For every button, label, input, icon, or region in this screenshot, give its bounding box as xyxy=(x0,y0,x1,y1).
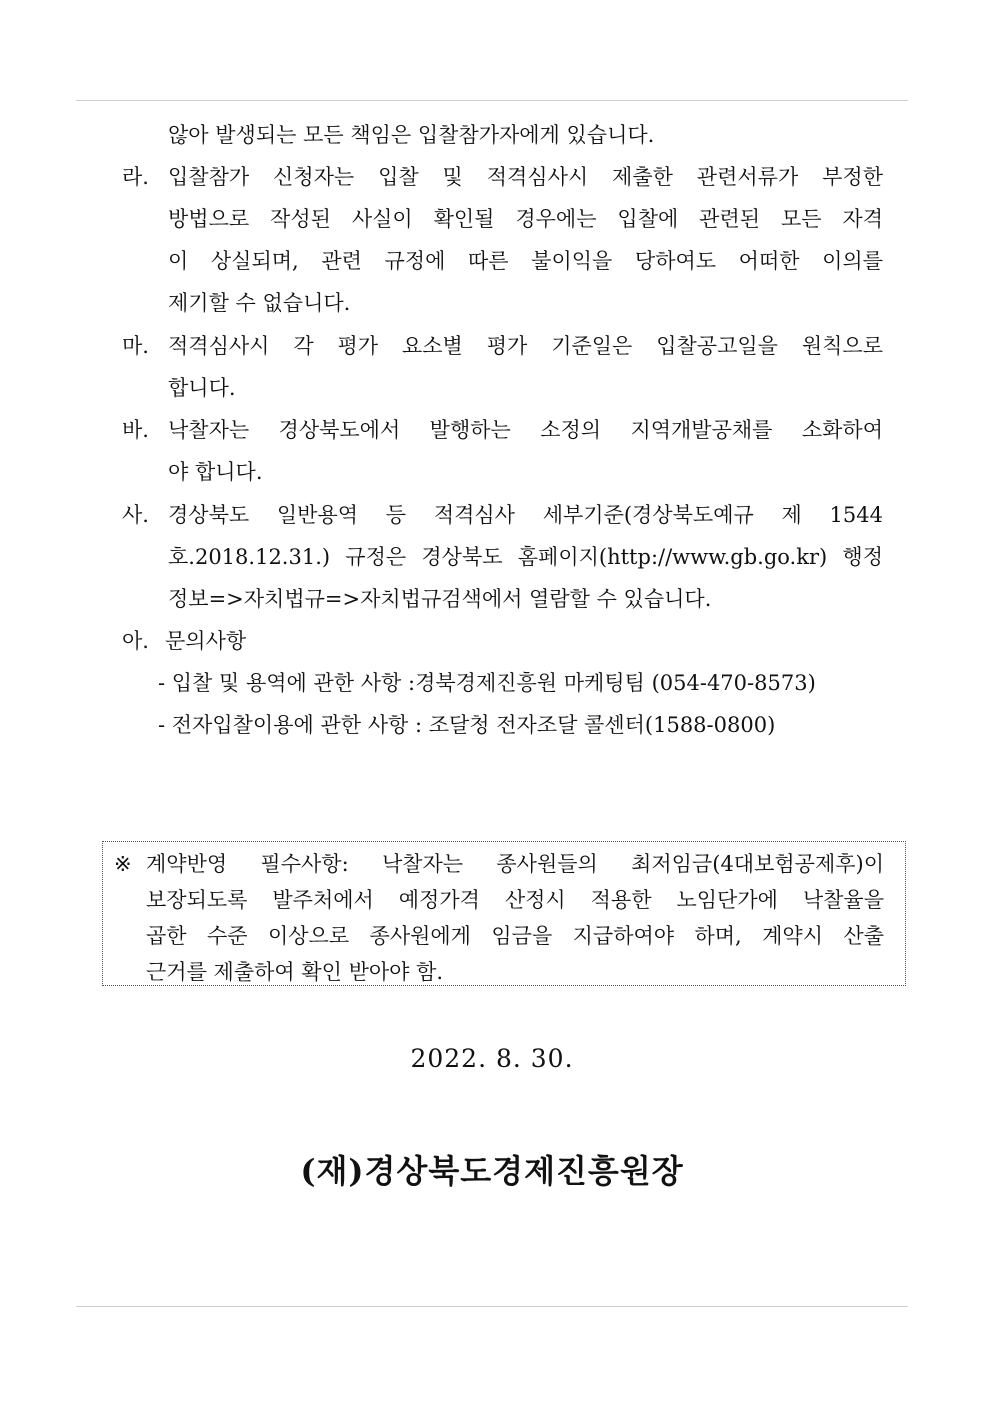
item-ba-line-2: 야 합니다. xyxy=(168,460,263,484)
contact-e-bidding: - 전자입찰이용에 관한 사항 : 조달청 전자조달 콜센터(1588-0800) xyxy=(158,713,776,737)
item-marker-ba: 바. xyxy=(122,418,149,442)
notice-line-2: 보장되도록 발주처에서 예정가격 산정시 적용한 노임단가에 낙찰율을 xyxy=(146,888,884,912)
document-date: 2022. 8. 30. xyxy=(410,1044,574,1073)
item-ra-line-4: 제기할 수 없습니다. xyxy=(168,291,351,315)
continuation-line: 않아 발생되는 모든 책임은 입찰참가자에게 있습니다. xyxy=(168,123,655,147)
item-ma-line-2: 합니다. xyxy=(168,376,236,400)
item-sa-line-1: 경상북도 일반용역 등 적격심사 세부기준(경상북도예규 제 1544 xyxy=(168,503,883,527)
item-marker-a: 아. xyxy=(122,629,149,653)
contact-bid-service: - 입찰 및 용역에 관한 사항 :경북경제진흥원 마케팅팀 (054-470-8573) xyxy=(158,671,816,695)
notice-line-3: 곱한 수준 이상으로 종사원에게 임금을 지급하여야 하며, 계약시 산출 xyxy=(146,924,884,948)
item-sa-line-2: 호.2018.12.31.) 규정은 경상북도 홈페이지(http://www.gb.go.kr) 행정 xyxy=(168,545,883,569)
page-bottom-rule xyxy=(76,1306,908,1307)
item-marker-ra: 라. xyxy=(122,165,149,189)
item-sa-line-3: 정보=>자치법규=>자치법규검색에서 열람할 수 있습니다. xyxy=(168,587,712,611)
notice-marker: ※ xyxy=(114,852,132,876)
item-ra-line-1: 입찰참가 신청자는 입찰 및 적격심사시 제출한 관련서류가 부정한 xyxy=(168,165,883,189)
page-top-rule xyxy=(76,100,908,101)
item-marker-ma: 마. xyxy=(122,334,149,358)
item-ra-line-3: 이 상실되며, 관련 규정에 따른 불이익을 당하여도 어떠한 이의를 xyxy=(168,249,883,273)
item-ra-line-2: 방법으로 작성된 사실이 확인될 경우에는 입찰에 관련된 모든 자격 xyxy=(168,207,883,231)
notice-line-4: 근거를 제출하여 확인 받아야 함. xyxy=(146,960,444,984)
item-a-line-1: 문의사항 xyxy=(165,629,247,653)
item-marker-sa: 사. xyxy=(122,503,149,527)
item-ba-line-1: 낙찰자는 경상북도에서 발행하는 소정의 지역개발공채를 소화하여 xyxy=(168,418,883,442)
notice-line-1: 계약반영 필수사항: 낙찰자는 종사원들의 최저임금(4대보험공제후)이 xyxy=(146,852,884,876)
item-ma-line-1: 적격심사시 각 평가 요소별 평가 기준일은 입찰공고일을 원칙으로 xyxy=(168,334,883,358)
issuer-signature: (재)경상북도경제진흥원장 xyxy=(300,1152,684,1190)
